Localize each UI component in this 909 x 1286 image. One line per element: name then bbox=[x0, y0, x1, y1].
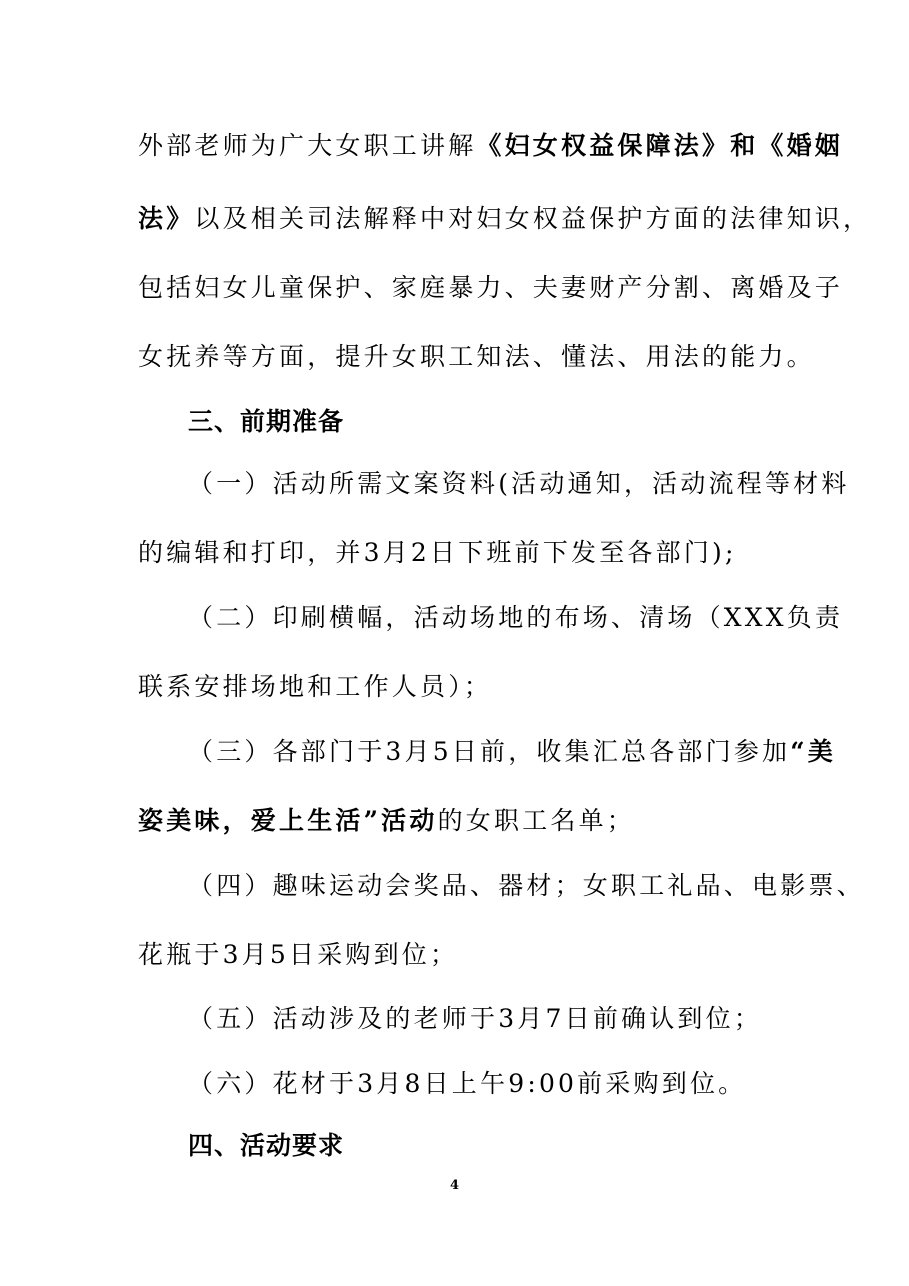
bold-activity-name: 姿美味，爱上生活”活动 bbox=[138, 806, 438, 835]
list-item: （四）趣味运动会奖品、器材；女职工礼品、电影票、 bbox=[188, 871, 865, 900]
body-line bbox=[138, 201, 872, 237]
list-item: （六）花材于3月8日上午9:00前采购到位。 bbox=[188, 1069, 747, 1098]
body-line: 女抚养等方面，提升女职工知法、懂法、用法的能力。 bbox=[138, 342, 815, 371]
text-run: 外部老师为广大女职工讲解 bbox=[138, 131, 477, 160]
page-number: 4 bbox=[449, 1178, 460, 1193]
list-item: （二）印刷横幅，活动场地的布场、清场（XXX负责 bbox=[188, 603, 844, 632]
list-item: （五）活动涉及的老师于3月7日前确认到位； bbox=[188, 1004, 763, 1033]
section-heading: 四、活动要求 bbox=[188, 1131, 345, 1160]
text-run: （三）各部门于3月5日前，收集汇总各部门参加 bbox=[188, 737, 791, 766]
list-item-continuation bbox=[138, 803, 778, 839]
list-item: （一）活动所需文案资料(活动通知，活动流程等材料 bbox=[188, 469, 850, 498]
bold-activity-name: “美 bbox=[790, 737, 836, 766]
text-run: 以及相关司法解释中对妇女权益保护方面的法律知识， bbox=[194, 204, 872, 233]
list-item-continuation: 联系安排场地和工作人员）； bbox=[138, 672, 493, 701]
bold-law-title-end: 法》 bbox=[138, 204, 195, 233]
bold-law-titles: 《妇女权益保障法》和《婚姻 bbox=[476, 131, 844, 160]
body-line: 包括妇女儿童保护、家庭暴力、夫妻财产分割、离婚及子 bbox=[138, 273, 844, 302]
text-run: 的女职工名单； bbox=[437, 806, 635, 835]
section-heading: 三、前期准备 bbox=[188, 407, 345, 436]
list-item-continuation: 花瓶于3月5日采购到位； bbox=[138, 940, 459, 969]
list-item bbox=[188, 734, 836, 770]
list-item-continuation: 的编辑和打印，并3月2日下班前下发至各部门); bbox=[138, 538, 737, 567]
body-line bbox=[138, 128, 844, 164]
